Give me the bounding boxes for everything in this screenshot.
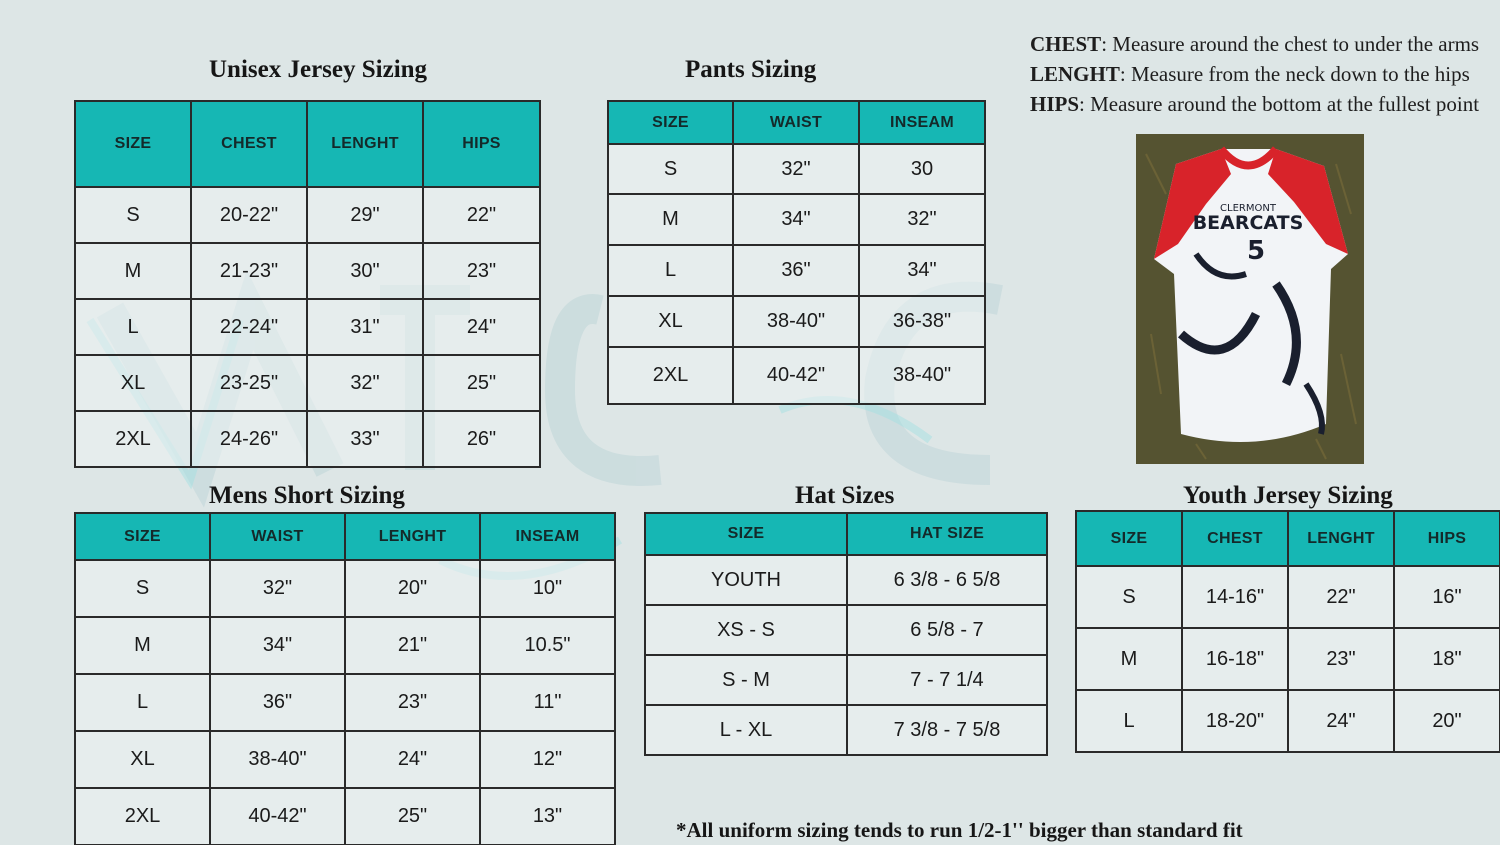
table-row [1076,628,1500,690]
column-header: INSEAM [859,101,985,144]
column-header: HAT SIZE [847,513,1047,555]
value-cell: 34" [859,245,985,296]
size-cell: L [75,299,191,355]
value-cell: 10.5" [480,617,615,674]
size-cell: S [608,144,733,194]
value-cell: 26" [423,411,540,467]
size-cell: 2XL [75,788,210,845]
hips-definition: HIPS: Measure around the bottom at the fullest point [1030,92,1480,116]
value-cell: 23" [345,674,480,731]
table-row [608,296,985,347]
jersey-sizing-title: Unisex Jersey Sizing [209,56,428,83]
value-cell: 21" [345,617,480,674]
table-row [75,560,615,617]
value-cell: 36-38" [859,296,985,347]
size-cell: S [75,187,191,243]
shorts-sizing-title: Mens Short Sizing [209,482,405,509]
column-header: SIZE [75,513,210,560]
pants-sizing-table [607,100,986,405]
size-cell: S - M [645,655,847,705]
size-cell: 2XL [608,347,733,404]
value-cell: 12" [480,731,615,788]
value-cell: 18-20" [1182,690,1288,752]
table-row [75,243,540,299]
youth-jersey-sizing-title: Youth Jersey Sizing [1183,482,1393,509]
column-header: CHEST [191,101,307,187]
value-cell: 25" [423,355,540,411]
header-row [75,101,540,187]
column-header: HIPS [423,101,540,187]
table-row [75,299,540,355]
size-cell: M [608,194,733,245]
shorts-sizing-table [74,512,616,845]
column-header: LENGHT [1288,511,1394,566]
jersey-photo-text-top: CLERMONT [1220,203,1276,214]
value-cell: 20-22" [191,187,307,243]
value-cell: 33" [307,411,423,467]
value-cell: 38-40" [733,296,859,347]
jersey-photo-number: 5 [1246,236,1266,266]
table-row [608,347,985,404]
size-cell: L [608,245,733,296]
value-cell: 10" [480,560,615,617]
youth-jersey-sizing-table [1075,510,1500,753]
size-cell: M [75,617,210,674]
size-cell: XL [75,731,210,788]
value-cell: 14-16" [1182,566,1288,628]
measurement-definitions [1030,29,1479,119]
column-header: INSEAM [480,513,615,560]
jersey-sizing-table [74,100,541,468]
table-row [75,731,615,788]
value-cell: 40-42" [733,347,859,404]
table-row [1076,690,1500,752]
size-cell: XS - S [645,605,847,655]
table-row [608,245,985,296]
value-cell: 31" [307,299,423,355]
table-row [608,144,985,194]
size-cell: XL [608,296,733,347]
pants-sizing-title: Pants Sizing [685,56,817,83]
header-row [75,513,615,560]
length-definition: LENGHT: Measure from the neck down to the hips [1030,62,1470,86]
value-cell: 24" [423,299,540,355]
table-row [75,788,615,845]
value-cell: 16-18" [1182,628,1288,690]
value-cell: 36" [210,674,345,731]
value-cell: 38-40" [859,347,985,404]
size-cell: L [75,674,210,731]
value-cell: 23" [1288,628,1394,690]
size-cell: XL [75,355,191,411]
value-cell: 20" [1394,690,1500,752]
header-row [608,101,985,144]
column-header: WAIST [210,513,345,560]
value-cell: 34" [210,617,345,674]
size-cell: 2XL [75,411,191,467]
size-cell: S [75,560,210,617]
size-cell: S [1076,566,1182,628]
value-cell: 30 [859,144,985,194]
value-cell: 6 3/8 - 6 5/8 [847,555,1047,605]
value-cell: 30" [307,243,423,299]
column-header: SIZE [608,101,733,144]
column-header: SIZE [1076,511,1182,566]
table-row [75,674,615,731]
table-row [645,655,1047,705]
table-row [645,555,1047,605]
value-cell: 38-40" [210,731,345,788]
value-cell: 32" [859,194,985,245]
value-cell: 32" [733,144,859,194]
table-row [1076,566,1500,628]
size-cell: M [1076,628,1182,690]
value-cell: 16" [1394,566,1500,628]
hat-sizes-title: Hat Sizes [795,482,895,509]
column-header: CHEST [1182,511,1288,566]
value-cell: 23-25" [191,355,307,411]
table-row [645,605,1047,655]
value-cell: 40-42" [210,788,345,845]
value-cell: 25" [345,788,480,845]
size-cell: L [1076,690,1182,752]
jersey-photo-text-team: BEARCATS [1192,212,1304,234]
table-row [75,617,615,674]
value-cell: 13" [480,788,615,845]
column-header: SIZE [645,513,847,555]
column-header: WAIST [733,101,859,144]
value-cell: 36" [733,245,859,296]
value-cell: 34" [733,194,859,245]
value-cell: 22" [423,187,540,243]
value-cell: 32" [307,355,423,411]
value-cell: 20" [345,560,480,617]
column-header: HIPS [1394,511,1500,566]
value-cell: 29" [307,187,423,243]
value-cell: 22" [1288,566,1394,628]
table-row [75,411,540,467]
value-cell: 7 3/8 - 7 5/8 [847,705,1047,755]
table-row [75,355,540,411]
jersey-photo [1136,134,1364,464]
size-cell: YOUTH [645,555,847,605]
value-cell: 24" [1288,690,1394,752]
value-cell: 21-23" [191,243,307,299]
value-cell: 23" [423,243,540,299]
column-header: LENGHT [345,513,480,560]
column-header: SIZE [75,101,191,187]
value-cell: 22-24" [191,299,307,355]
chest-definition: CHEST: Measure around the chest to under the arms [1030,32,1480,56]
header-row [1076,511,1500,566]
value-cell: 32" [210,560,345,617]
size-cell: M [75,243,191,299]
value-cell: 7 - 7 1/4 [847,655,1047,705]
hat-sizes-table [644,512,1048,756]
table-row [608,194,985,245]
value-cell: 24" [345,731,480,788]
value-cell: 11" [480,674,615,731]
value-cell: 6 5/8 - 7 [847,605,1047,655]
sizing-footnote: *All uniform sizing tends to run 1/2-1'' bigger than standard fit [676,818,1243,842]
value-cell: 18" [1394,628,1500,690]
table-row [75,187,540,243]
table-row [645,705,1047,755]
header-row [645,513,1047,555]
column-header: LENGHT [307,101,423,187]
size-cell: L - XL [645,705,847,755]
value-cell: 24-26" [191,411,307,467]
